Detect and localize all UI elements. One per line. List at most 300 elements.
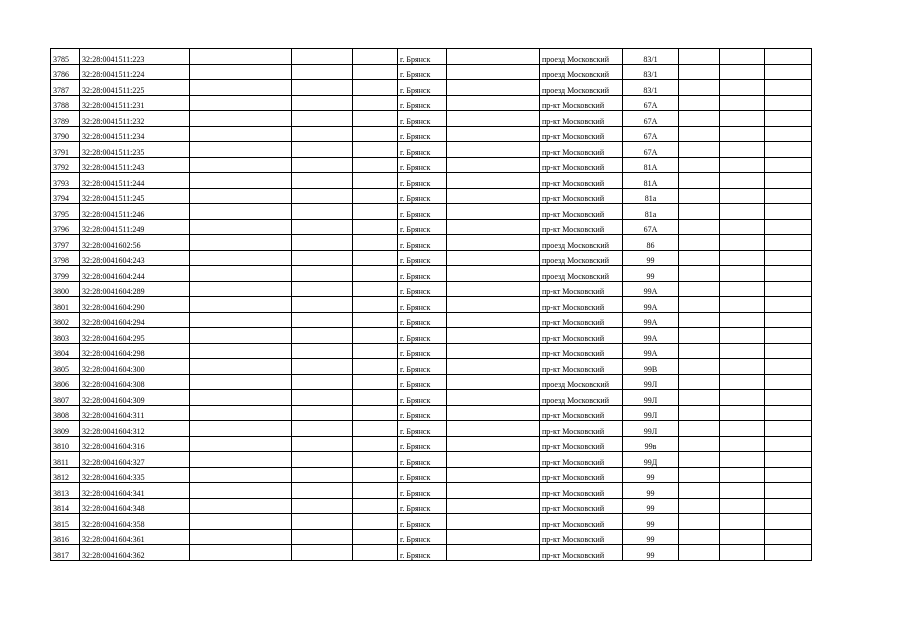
empty-cell [292,328,353,344]
cadastral-number-cell: 32:28:0041604:289 [80,281,190,297]
empty-cell [765,421,812,437]
cadastral-number-cell: 32:28:0041511:231 [80,95,190,111]
row-number-cell: 3809 [51,421,80,437]
table-row [51,235,812,251]
empty-cell [292,95,353,111]
empty-cell [679,545,720,561]
empty-cell [353,545,398,561]
city-cell: г. Брянск [398,498,447,514]
cadastral-number-cell: 32:28:0041604:295 [80,328,190,344]
house-number-cell: 99 [623,250,679,266]
empty-cell [292,390,353,406]
empty-cell [190,483,292,499]
empty-cell [765,436,812,452]
row-number-cell: 3808 [51,405,80,421]
empty-cell [720,80,765,96]
house-number-cell: 99А [623,281,679,297]
city-cell: г. Брянск [398,514,447,530]
table-row [51,343,812,359]
empty-cell [353,390,398,406]
empty-cell [765,374,812,390]
empty-cell [720,250,765,266]
street-cell: пр-кт Московский [540,142,623,158]
empty-cell [190,390,292,406]
table-row [51,483,812,499]
house-number-cell: 99В [623,359,679,375]
empty-cell [353,250,398,266]
city-cell: г. Брянск [398,467,447,483]
empty-cell [765,95,812,111]
city-cell: г. Брянск [398,452,447,468]
row-number-cell: 3802 [51,312,80,328]
empty-cell [679,157,720,173]
cadastral-number-cell: 32:28:0041511:223 [80,49,190,65]
empty-cell [292,359,353,375]
empty-cell [292,405,353,421]
table-row [51,328,812,344]
cadastral-number-cell: 32:28:0041511:232 [80,111,190,127]
cadastral-number-cell: 32:28:0041511:225 [80,80,190,96]
cadastral-number-cell: 32:28:0041511:249 [80,219,190,235]
empty-cell [765,142,812,158]
empty-cell [765,545,812,561]
empty-cell [720,173,765,189]
empty-cell [765,49,812,65]
cadastral-number-cell: 32:28:0041511:243 [80,157,190,173]
row-number-cell: 3807 [51,390,80,406]
city-cell: г. Брянск [398,142,447,158]
street-cell: проезд Московский [540,390,623,406]
empty-cell [292,219,353,235]
empty-cell [292,173,353,189]
cadastral-number-cell: 32:28:0041511:244 [80,173,190,189]
row-number-cell: 3789 [51,111,80,127]
empty-cell [765,359,812,375]
empty-cell [447,374,540,390]
street-cell: пр-кт Московский [540,359,623,375]
street-cell: пр-кт Московский [540,281,623,297]
street-cell: проезд Московский [540,250,623,266]
house-number-cell: 67А [623,142,679,158]
street-cell: проезд Московский [540,235,623,251]
empty-cell [765,281,812,297]
empty-cell [447,545,540,561]
empty-cell [679,281,720,297]
empty-cell [765,498,812,514]
empty-cell [447,126,540,142]
house-number-cell: 67А [623,111,679,127]
empty-cell [447,49,540,65]
row-number-cell: 3790 [51,126,80,142]
empty-cell [353,173,398,189]
table-row [51,374,812,390]
cadastral-number-cell: 32:28:0041604:341 [80,483,190,499]
empty-cell [292,374,353,390]
empty-cell [447,312,540,328]
street-cell: пр-кт Московский [540,467,623,483]
empty-cell [447,204,540,220]
empty-cell [190,157,292,173]
table-row [51,219,812,235]
row-number-cell: 3792 [51,157,80,173]
empty-cell [292,483,353,499]
empty-cell [720,157,765,173]
empty-cell [720,390,765,406]
empty-cell [353,157,398,173]
empty-cell [679,235,720,251]
table-row [51,312,812,328]
empty-cell [292,297,353,313]
house-number-cell: 99Л [623,390,679,406]
house-number-cell: 99Л [623,374,679,390]
table-row [51,126,812,142]
empty-cell [447,142,540,158]
house-number-cell: 81А [623,173,679,189]
empty-cell [190,173,292,189]
house-number-cell: 99 [623,545,679,561]
cadastral-number-cell: 32:28:0041602:56 [80,235,190,251]
empty-cell [190,219,292,235]
empty-cell [190,436,292,452]
table-row [51,297,812,313]
empty-cell [190,421,292,437]
empty-cell [190,281,292,297]
empty-cell [292,204,353,220]
house-number-cell: 99 [623,498,679,514]
row-number-cell: 3803 [51,328,80,344]
city-cell: г. Брянск [398,188,447,204]
city-cell: г. Брянск [398,266,447,282]
row-number-cell: 3800 [51,281,80,297]
row-number-cell: 3796 [51,219,80,235]
empty-cell [765,529,812,545]
empty-cell [353,95,398,111]
empty-cell [720,343,765,359]
empty-cell [447,343,540,359]
street-cell: пр-кт Московский [540,483,623,499]
empty-cell [679,126,720,142]
empty-cell [190,204,292,220]
empty-cell [353,49,398,65]
empty-cell [190,467,292,483]
empty-cell [765,64,812,80]
empty-cell [353,281,398,297]
street-cell: пр-кт Московский [540,498,623,514]
street-cell: пр-кт Московский [540,421,623,437]
registry-table [50,48,812,561]
empty-cell [720,312,765,328]
empty-cell [353,483,398,499]
cadastral-number-cell: 32:28:0041604:243 [80,250,190,266]
row-number-cell: 3805 [51,359,80,375]
empty-cell [720,297,765,313]
cadastral-number-cell: 32:28:0041511:234 [80,126,190,142]
empty-cell [353,266,398,282]
empty-cell [765,328,812,344]
city-cell: г. Брянск [398,436,447,452]
empty-cell [679,111,720,127]
empty-cell [292,545,353,561]
row-number-cell: 3811 [51,452,80,468]
house-number-cell: 99 [623,266,679,282]
street-cell: пр-кт Московский [540,297,623,313]
empty-cell [765,483,812,499]
empty-cell [292,111,353,127]
empty-cell [292,49,353,65]
street-cell: пр-кт Московский [540,452,623,468]
cadastral-number-cell: 32:28:0041604:244 [80,266,190,282]
row-number-cell: 3813 [51,483,80,499]
empty-cell [679,374,720,390]
table-row [51,281,812,297]
cadastral-number-cell: 32:28:0041604:362 [80,545,190,561]
empty-cell [292,467,353,483]
table-row [51,111,812,127]
house-number-cell: 99 [623,514,679,530]
empty-cell [720,467,765,483]
house-number-cell: 99А [623,297,679,313]
empty-cell [447,297,540,313]
empty-cell [447,157,540,173]
empty-cell [190,328,292,344]
empty-cell [765,467,812,483]
empty-cell [353,514,398,530]
cadastral-number-cell: 32:28:0041604:298 [80,343,190,359]
row-number-cell: 3794 [51,188,80,204]
empty-cell [190,452,292,468]
empty-cell [292,250,353,266]
street-cell: пр-кт Московский [540,343,623,359]
empty-cell [765,452,812,468]
empty-cell [292,80,353,96]
empty-cell [292,529,353,545]
table-row [51,452,812,468]
empty-cell [720,498,765,514]
empty-cell [679,359,720,375]
empty-cell [190,188,292,204]
city-cell: г. Брянск [398,219,447,235]
table-row [51,545,812,561]
street-cell: проезд Московский [540,64,623,80]
empty-cell [447,250,540,266]
empty-cell [353,498,398,514]
row-number-cell: 3816 [51,529,80,545]
empty-cell [720,374,765,390]
empty-cell [720,436,765,452]
cadastral-number-cell: 32:28:0041604:335 [80,467,190,483]
empty-cell [679,452,720,468]
street-cell: проезд Московский [540,266,623,282]
empty-cell [292,142,353,158]
empty-cell [679,204,720,220]
empty-cell [353,529,398,545]
empty-cell [679,343,720,359]
row-number-cell: 3788 [51,95,80,111]
empty-cell [720,328,765,344]
table-row [51,250,812,266]
empty-cell [679,49,720,65]
cadastral-number-cell: 32:28:0041604:290 [80,297,190,313]
empty-cell [190,405,292,421]
table-row [51,142,812,158]
empty-cell [190,297,292,313]
empty-cell [765,514,812,530]
street-cell: пр-кт Московский [540,204,623,220]
street-cell: пр-кт Московский [540,173,623,189]
empty-cell [765,219,812,235]
empty-cell [720,64,765,80]
empty-cell [720,95,765,111]
empty-cell [292,498,353,514]
cadastral-number-cell: 32:28:0041604:308 [80,374,190,390]
empty-cell [720,545,765,561]
city-cell: г. Брянск [398,204,447,220]
empty-cell [679,188,720,204]
table-row [51,467,812,483]
street-cell: пр-кт Московский [540,545,623,561]
empty-cell [720,483,765,499]
empty-cell [353,64,398,80]
empty-cell [679,328,720,344]
house-number-cell: 83/1 [623,64,679,80]
empty-cell [190,235,292,251]
empty-cell [679,483,720,499]
street-cell: пр-кт Московский [540,111,623,127]
table-row [51,49,812,65]
house-number-cell: 67А [623,95,679,111]
table-row [51,80,812,96]
house-number-cell: 99в [623,436,679,452]
empty-cell [353,421,398,437]
cadastral-number-cell: 32:28:0041511:224 [80,64,190,80]
table-row [51,204,812,220]
empty-cell [353,467,398,483]
empty-cell [679,80,720,96]
empty-cell [679,219,720,235]
empty-cell [190,266,292,282]
empty-cell [765,297,812,313]
row-number-cell: 3791 [51,142,80,158]
house-number-cell: 81а [623,188,679,204]
empty-cell [447,421,540,437]
empty-cell [679,436,720,452]
empty-cell [679,64,720,80]
house-number-cell: 83/1 [623,80,679,96]
empty-cell [190,49,292,65]
cadastral-number-cell: 32:28:0041604:327 [80,452,190,468]
empty-cell [447,390,540,406]
empty-cell [353,328,398,344]
empty-cell [353,111,398,127]
empty-cell [353,219,398,235]
empty-cell [190,514,292,530]
empty-cell [765,111,812,127]
empty-cell [679,173,720,189]
street-cell: пр-кт Московский [540,312,623,328]
house-number-cell: 99А [623,312,679,328]
street-cell: пр-кт Московский [540,405,623,421]
empty-cell [190,80,292,96]
city-cell: г. Брянск [398,374,447,390]
empty-cell [190,64,292,80]
city-cell: г. Брянск [398,173,447,189]
empty-cell [447,80,540,96]
empty-cell [353,374,398,390]
row-number-cell: 3814 [51,498,80,514]
empty-cell [679,467,720,483]
house-number-cell: 99 [623,483,679,499]
city-cell: г. Брянск [398,157,447,173]
cadastral-number-cell: 32:28:0041604:294 [80,312,190,328]
empty-cell [353,343,398,359]
empty-cell [190,95,292,111]
empty-cell [765,343,812,359]
city-cell: г. Брянск [398,235,447,251]
empty-cell [353,126,398,142]
street-cell: пр-кт Московский [540,514,623,530]
empty-cell [190,312,292,328]
empty-cell [720,281,765,297]
empty-cell [765,390,812,406]
empty-cell [765,173,812,189]
empty-cell [190,529,292,545]
cadastral-number-cell: 32:28:0041604:312 [80,421,190,437]
empty-cell [765,157,812,173]
empty-cell [679,142,720,158]
city-cell: г. Брянск [398,80,447,96]
empty-cell [447,188,540,204]
table-row [51,421,812,437]
table-row [51,529,812,545]
empty-cell [292,157,353,173]
empty-cell [190,498,292,514]
empty-cell [447,498,540,514]
empty-cell [765,80,812,96]
empty-cell [353,297,398,313]
city-cell: г. Брянск [398,49,447,65]
empty-cell [292,64,353,80]
city-cell: г. Брянск [398,529,447,545]
empty-cell [765,188,812,204]
empty-cell [447,173,540,189]
city-cell: г. Брянск [398,281,447,297]
house-number-cell: 99Л [623,405,679,421]
empty-cell [679,421,720,437]
empty-cell [679,405,720,421]
street-cell: пр-кт Московский [540,529,623,545]
empty-cell [765,266,812,282]
table-row [51,498,812,514]
row-number-cell: 3795 [51,204,80,220]
empty-cell [765,405,812,421]
row-number-cell: 3799 [51,266,80,282]
city-cell: г. Брянск [398,405,447,421]
street-cell: пр-кт Московский [540,188,623,204]
city-cell: г. Брянск [398,343,447,359]
city-cell: г. Брянск [398,250,447,266]
empty-cell [292,281,353,297]
cadastral-number-cell: 32:28:0041604:361 [80,529,190,545]
house-number-cell: 81А [623,157,679,173]
empty-cell [720,126,765,142]
house-number-cell: 67А [623,219,679,235]
city-cell: г. Брянск [398,328,447,344]
empty-cell [720,219,765,235]
empty-cell [447,467,540,483]
empty-cell [447,266,540,282]
empty-cell [720,529,765,545]
empty-cell [765,126,812,142]
